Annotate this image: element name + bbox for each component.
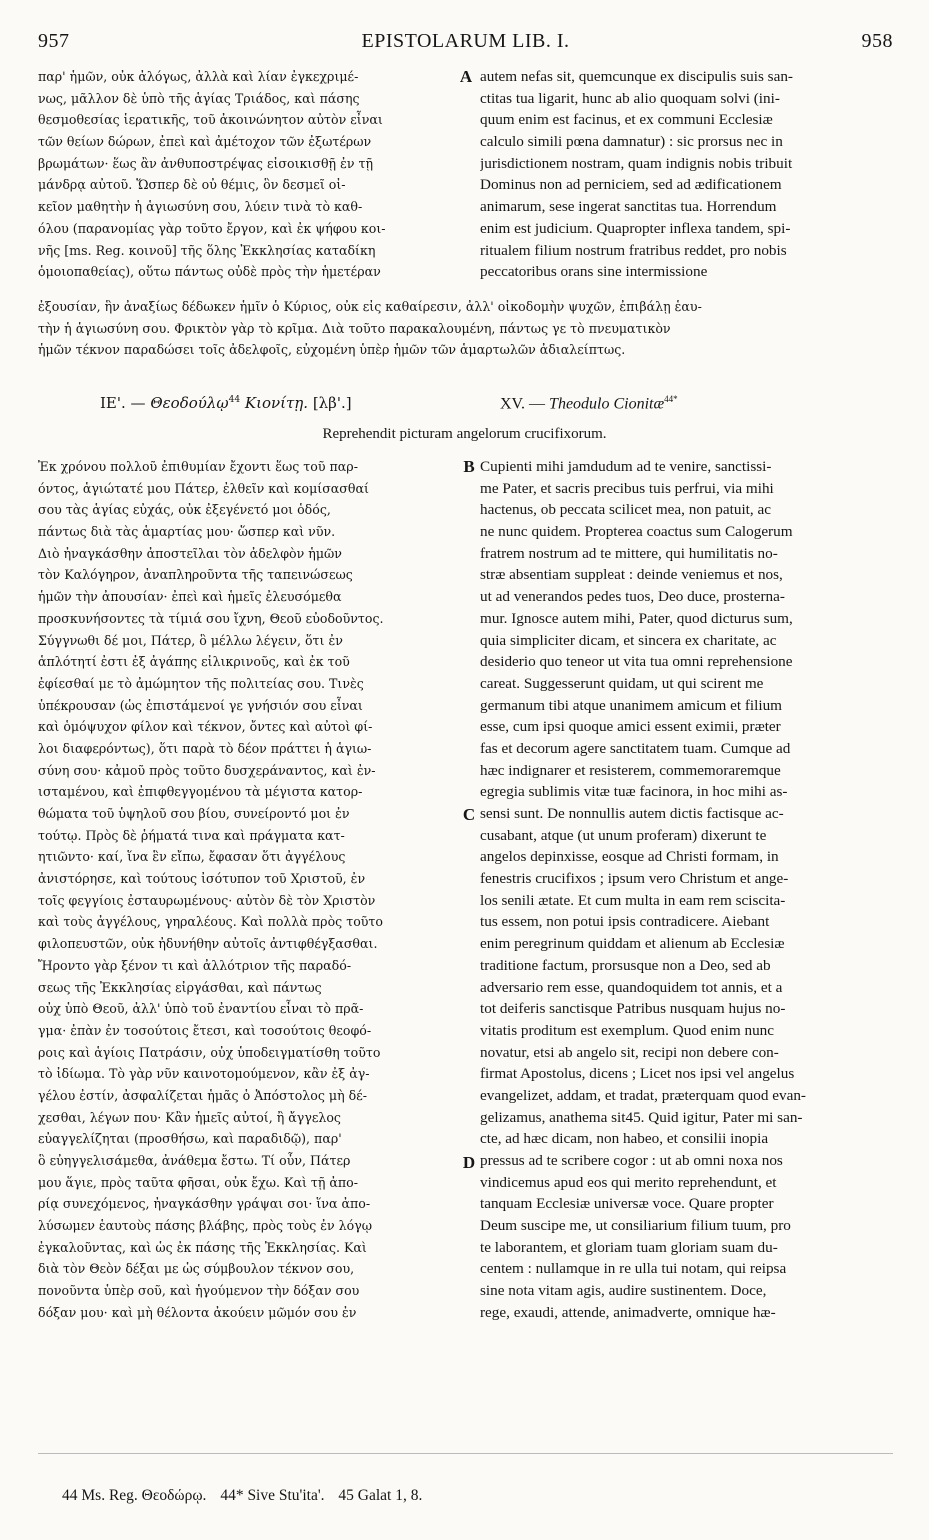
- letter-heading-latin: [500, 394, 678, 420]
- text-line: me Pater, et sacris precibus tuis perfrui, via mihi: [480, 479, 774, 497]
- text-line: autem nefas sit, quemcunque ex discipulis suis san-: [480, 68, 793, 85]
- text-line: sensi sunt. De nonnullis autem dictis factisque ac-: [480, 805, 784, 822]
- text-line: σεως τῆς Ἐκκλησίας εἰργάσθαι, καὶ πάντως: [38, 979, 322, 995]
- heading-greek-ref: [λβ'.]: [312, 394, 352, 412]
- text-line: tus essem, non potui ipsis contradicere. Aiebant: [480, 913, 770, 931]
- text-line: esse, cum ipsi quoque amici essent eximii, præter: [480, 718, 781, 736]
- text-line: Cupienti mihi jamdudum ad te venire, sanctissi-: [480, 458, 772, 475]
- latin-column-letter: [480, 456, 893, 1324]
- column-marker-a: A: [459, 67, 473, 86]
- footnote-44-star: 44* Sive Stu'ita'.: [220, 1487, 325, 1504]
- text-line: σύνη σου· κἀμοῦ πρὸς τοῦτο δυσχεράναντος, καὶ ἐν-: [38, 762, 376, 778]
- text-line: παρ' ἡμῶν, οὐκ ἀλόγως, ἀλλὰ καὶ λίαν ἐγκεχριμέ-: [38, 69, 359, 84]
- text-line: γέλου ἐστίν, ἀσφαλίζεται ἡμᾶς ὁ Ἀπόστολος μὴ δέ-: [38, 1087, 367, 1103]
- text-line: novatur, etsi ab angelo sit, recipi non debere con-: [480, 1043, 779, 1061]
- text-line: Dominus non ad perniciem, sed ad ædificationem: [480, 176, 782, 194]
- text-line: τοῖς φεγγίοις ἐσταυρωμένους· αὐτὸν δὲ τὸν Χριστὸν: [38, 892, 376, 908]
- text-line: τῶν θείων δώρων, ἐπεὶ καὶ ἀμέτοχον τῶν ἐξωτέρων: [38, 134, 372, 150]
- text-line: ἐγκαλοῦντας, καὶ ὡς ἐκ πάσης τῆς Ἐκκλησίας. Καὶ: [38, 1239, 367, 1255]
- text-line: sine nota vitam agis, audire sustinentem. Doce,: [480, 1282, 767, 1300]
- text-line: ρίᾳ συνεχόμενος, ἠναγκάσθην γράψαι σοι· ἵνα ἀπο-: [38, 1196, 371, 1212]
- text-line: desiderio quo teneor ut vita tua omni reprehensione: [480, 653, 793, 671]
- column-marker-b: B: [463, 457, 475, 476]
- text-line: ἐξουσίαν, ἣν ἀναξίως δέδωκεν ἡμῖν ὁ Κύριος, οὐκ εἰς καθαίρεσιν, ἀλλ' οἰκοδομὴν ψυχῶν, ἐπιβάλῃ ἑαυ-: [38, 299, 702, 314]
- text-line: θεσμοθεσίας ἱερατικῆς, τοῦ ἀκοινώνητον αὐτὸν εἶναι: [38, 112, 383, 128]
- text-line: stræ absentiam suppleat : deinde veniemus et nos,: [480, 566, 783, 584]
- heading-greek-name: Θεοδούλῳ: [150, 394, 229, 412]
- text-line: λοι διαφερόντως), ὅτι παρὰ τὸ δέον πράττει ἡ ἁγιω-: [38, 740, 372, 756]
- text-line: νῆς [ms. Reg. κοινοῦ] τῆς ὅλης Ἐκκλησίας καταδίκη: [38, 242, 376, 258]
- text-line: careat. Suggesserunt quidam, ut qui scirent me: [480, 674, 764, 692]
- text-line: Ἤροντο γὰρ ξένον τι καὶ ἀλλότριον τῆς παραδό-: [38, 957, 352, 973]
- text-line: vitatis proditum est exemplum. Quod enim nunc: [480, 1021, 775, 1039]
- text-line: adversario rem esse, quandoquidem tot annis, et a: [480, 978, 783, 996]
- text-line: βρωμάτων· ἕως ἂν ἀνθυποστρέψας εἰσοικισθῇ ἐν τῇ: [38, 155, 374, 171]
- text-line: los senili ætate. Et cum multa in eam rem sciscita-: [480, 891, 786, 909]
- column-marker-c: C: [462, 805, 476, 824]
- text-line: firmat Apostolus, dicens ; Licet nos ipsi vel angelus: [480, 1065, 795, 1083]
- page-number-right: 958: [861, 30, 893, 52]
- text-line: ροις καὶ ἁγίοις Πατράσιν, οὐχ ὑποδειγματίσθη τοῦτο: [38, 1044, 381, 1060]
- text-line: vindicemus apud eos qui merito reprehendunt, et: [480, 1173, 777, 1191]
- text-line: egregia sublimis vitæ tuæ facinora, in hoc mihi as-: [480, 783, 788, 801]
- text-line: Διὸ ἠναγκάσθην ἀποστεῖλαι τὸν ἀδελφὸν ἡμῶν: [38, 545, 342, 561]
- text-line: Deum suscipe me, ut consiliarium filium tuum, pro: [480, 1217, 791, 1235]
- text-line: θώματα τοῦ ὑψηλοῦ σου βίου, συνείροντό μοι ἐν: [38, 806, 350, 821]
- text-line: τὸν Καλόγηρον, ἀναπληροῦντα τῆς ταπεινώσεως: [38, 567, 353, 583]
- letter-subtitle: Reprehendit picturam angelorum crucifixorum.: [322, 426, 607, 442]
- text-line: εὐαγγελίζηται (προσθήσω, καὶ παραδιδῷ), παρ': [38, 1131, 342, 1147]
- text-line: fas et decorum agere sanctitatem tuam. Cumque ad: [480, 739, 791, 757]
- text-line: enim peregrinum quiddam et alienum ab Ecclesiæ: [480, 935, 785, 953]
- text-line: ctitas tua ligarit, hunc ab alio quoquam solvi (ini-: [480, 89, 780, 107]
- text-line: tanquam Ecclesiæ universæ voce. Quare propter: [480, 1195, 774, 1213]
- text-line: evangelizet, addam, et tradat, præterquam quod evan-: [480, 1086, 806, 1104]
- text-line: tot deiferis sanctisque Patribus nusquam hujus no-: [480, 1000, 786, 1018]
- text-line: ἁπλότητί ἐστι ἐξ ἀγάπης εἰλικρινοῦς, καὶ ἐκ τοῦ: [38, 654, 350, 670]
- text-line: ne nunc quidem. Propterea coactus sum Calogerum: [480, 523, 793, 541]
- text-line: διὰ τὸν Θεὸν δέξαι με ὡς σύμβουλον τέκνον σου,: [38, 1261, 355, 1277]
- text-line: μου ἅγιε, πρὸς ταῦτα φῆσαι, οὐκ ἔχω. Καὶ τῇ ἀπο-: [38, 1174, 359, 1190]
- text-line: λύσωμεν ἑαυτοὺς πάσης βλάβης, πρὸς τοὺς ἐν λόγῳ: [38, 1218, 373, 1234]
- text-line: ὃ εὐηγγελισάμεθα, ἀνάθεμα ἔστω. Τί οὖν, Πάτερ: [38, 1153, 351, 1168]
- text-line: δόξαν μου· καὶ μὴ θέλοντα ἀκούειν μῶμόν σου ἐν: [38, 1304, 357, 1320]
- heading-greek-footnote-ref: 44: [228, 395, 241, 405]
- text-line: quum enim est facinus, et ex communi Ecclesiæ: [480, 111, 773, 129]
- heading-latin-footnote-ref: 44*: [664, 394, 678, 404]
- text-line: quia simpliciter dicam, et sincera ex charitate, ac: [480, 631, 777, 649]
- heading-greek-number: ΙΕ'. —: [100, 394, 146, 412]
- text-line: νως, μᾶλλον δὲ ὑπὸ τῆς ἁγίας Τριάδος, καὶ πάσης: [38, 90, 360, 106]
- footnotes: [62, 1487, 432, 1505]
- text-line: τὴν ἡ ἁγιωσύνη σου. Φρικτὸν γὰρ τὸ κρῖμα. Διὰ τοῦτο παρακαλουμένη, πάντως γε τὸ πνευματικὸν: [38, 320, 671, 336]
- text-line: όντος, ἁγιώτατέ μου Πάτερ, ἐλθεῖν καὶ κομίσασθαί: [38, 480, 369, 496]
- letter-heading-greek: [100, 394, 352, 420]
- text-line: ητιῶντο· καί, ἵνα ἓν εἴπω, ἔφασαν ὅτι ἀγγέλους: [38, 849, 346, 865]
- text-line: animarum, sese ingerat sanctitas tua. Horrendum: [480, 198, 777, 216]
- text-line: jurisdictionem nostram, quam indignis nobis tribuit: [480, 154, 793, 172]
- text-line: καὶ τοὺς ἀγγέλους, γηραλέους. Καὶ πολλὰ πρὸς τοῦτο: [38, 914, 383, 930]
- text-line: gelizamus, anathema sit45. Quid igitur, Pater mi san-: [480, 1108, 803, 1126]
- text-line: ἐφίεσθαί με τὸ ἀμώμητον τῆς πολιτείας σου. Τινὲς: [38, 675, 364, 691]
- text-line: ισταμένου, καὶ ἐπιφθεγγομένου τὰ μέγιστα κατορ-: [38, 784, 363, 800]
- footnote-44: 44 Ms. Reg. Θεοδώρῳ.: [62, 1487, 207, 1504]
- latin-column-continuation: [480, 66, 893, 283]
- column-marker-d: D: [462, 1153, 476, 1172]
- footnote-divider: [38, 1453, 893, 1454]
- greek-column-continuation: [38, 66, 456, 283]
- running-head: [38, 30, 893, 56]
- text-line: χεσθαι, λέγων που· Κἂν ἡμεῖς αὐτοί, ἢ ἄγγελος: [38, 1109, 341, 1125]
- text-line: germanum tibi atque unanimem amicum et filium: [480, 696, 782, 714]
- text-line: cte, ad hæc dicam, non habeo, et consilii inopia: [480, 1130, 769, 1148]
- text-line: centem : nullamque in re ulla tui notam, qui reipsa: [480, 1260, 787, 1278]
- text-line: cusabant, atque (ut unum proferam) dixerunt te: [480, 826, 767, 844]
- text-line: calculo simili pœna damnatur) : sic prorsus nec in: [480, 133, 783, 151]
- text-line: μάνδρᾳ αὐτοῦ. Ὥσπερ δὲ οὐ θέμις, ὃν δεσμεῖ οἰ-: [38, 177, 346, 193]
- text-line: traditione factum, prorsusque non a Deo, sed ab: [480, 956, 771, 974]
- greek-column-letter: [38, 456, 456, 1324]
- heading-greek-place: Κιονίτῃ.: [244, 394, 309, 412]
- text-line: pressus ad te scribere cogor : ut ab omni noxa nos: [480, 1152, 783, 1169]
- text-line: ritualem filium nostrum fratribus reddet, pro nobis: [480, 241, 787, 259]
- text-line: te laborantem, et gloriam tuam gloriam suam du-: [480, 1238, 778, 1256]
- heading-latin-name: Theodulo Cionitæ: [549, 395, 665, 413]
- text-line: πονοῦντα ὑπὲρ σοῦ, καὶ ἡγούμενον τὴν δόξαν σου: [38, 1283, 360, 1299]
- text-line: καὶ ὁμόψυχον φίλον καὶ τέκνον, ὄντες καὶ αὐτοὶ φί-: [38, 719, 373, 735]
- text-line: ὁμοιοπαθείας), οὕτω πάντως οὐδὲ πρὸς τὴν ἡμετέραν: [38, 264, 381, 280]
- text-line: hæc indignarer et resisterem, commemoraremque: [480, 761, 781, 779]
- text-line: φιλοπευστῶν, οὐκ ἠδυνήθην αὐτοῖς ἀντιφθέγξασθαι.: [38, 936, 378, 952]
- text-line: οὐχ ὑπὸ Θεοῦ, ἀλλ' ὑπὸ τοῦ ἐναντίου εἶναι τὸ πρᾶ-: [38, 1001, 364, 1017]
- text-line: τούτῳ. Πρὸς δὲ ῥήματά τινα καὶ πράγματα κατ-: [38, 827, 345, 843]
- text-line: τὸ ἰδίωμα. Τὸ γὰρ νῦν καινοτομούμενον, κἂν ἐξ ἀγ-: [38, 1066, 370, 1082]
- full-width-greek-lines: [38, 296, 893, 361]
- text-line: peccatoribus orans sine intermissione: [480, 263, 708, 281]
- text-line: Σύγγνωθι δέ μοι, Πάτερ, ὃ μέλλω λέγειν, ὅτι ἐν: [38, 632, 343, 648]
- text-line: ἀνιστόρησε, καὶ τούτους ἰσότυπον τοῦ Χριστοῦ, ἐν: [38, 871, 366, 887]
- text-line: enim est judicium. Quapropter inflexa tandem, spi-: [480, 219, 791, 237]
- text-line: κεῖον μαθητὴν ἡ ἁγιωσύνη σου, λύειν τινὰ τὸ καθ-: [38, 199, 363, 215]
- text-line: rege, exaudi, attende, animadverte, omnique hæ-: [480, 1303, 776, 1321]
- text-line: όλου (παρανομίας γὰρ τοῦτο ἔργον, καὶ ἐκ ψήφου κοι-: [38, 220, 386, 236]
- text-line: ὑπέκρουσαν (ὡς ἐπιστάμενοί γε γνήσιόν σου εἶναι: [38, 697, 363, 713]
- text-line: γμα· ἐπὰν ἐν τοσούτοις ἔτεσι, καὶ τοσούτοις θεοφό-: [38, 1022, 372, 1038]
- text-line: προσκυνήσοντες τὰ τίμιά σου ἴχνη, Θεοῦ εὐοδοῦντος.: [38, 610, 384, 626]
- text-line: angelos depinxisse, eosque ad Christi formam, in: [480, 848, 779, 866]
- footnote-45: 45 Galat 1, 8.: [338, 1487, 423, 1504]
- running-title: EPISTOLARUM LIB. I.: [361, 30, 570, 52]
- heading-latin-number: XV. —: [500, 395, 546, 413]
- text-line: mur. Ignosce autem mihi, Pater, quod dicturus sum,: [480, 609, 793, 627]
- text-line: ut ad venerandos pedes tuos, Deo duce, prosterna-: [480, 588, 785, 606]
- text-line: fenestris crucifixos ; ipsum vero Christum et ange-: [480, 870, 789, 888]
- text-line: ἡμῶν τὴν ἀπουσίαν· ἐπεὶ καὶ ἡμεῖς ἐλευσόμεθα: [38, 589, 342, 605]
- text-line: hactenus, ob peccata scilicet mea, non patuit, ac: [480, 501, 771, 519]
- text-line: σου τὰς ἁγίας εὐχάς, οὐκ ἐξεγένετό μοι ὁδός,: [38, 502, 331, 518]
- text-line: πάντως διὰ τὰς ἁμαρτίας μου· ὥσπερ καὶ νῦν.: [38, 524, 336, 540]
- text-line: fratrem nostrum ad te mittere, qui humilitatis no-: [480, 544, 778, 562]
- page-number-left: 957: [38, 30, 70, 52]
- text-line: Ἐκ χρόνου πολλοῦ ἐπιθυμίαν ἔχοντι ἕως τοῦ παρ-: [38, 459, 358, 474]
- text-line: ἡμῶν τέκνον παραδώσει τοῖς ἀδελφοῖς, εὐχομένη ὑπὲρ ἡμῶν τῶν ἁμαρτωλῶν ἀδιαλείπτως.: [38, 342, 626, 358]
